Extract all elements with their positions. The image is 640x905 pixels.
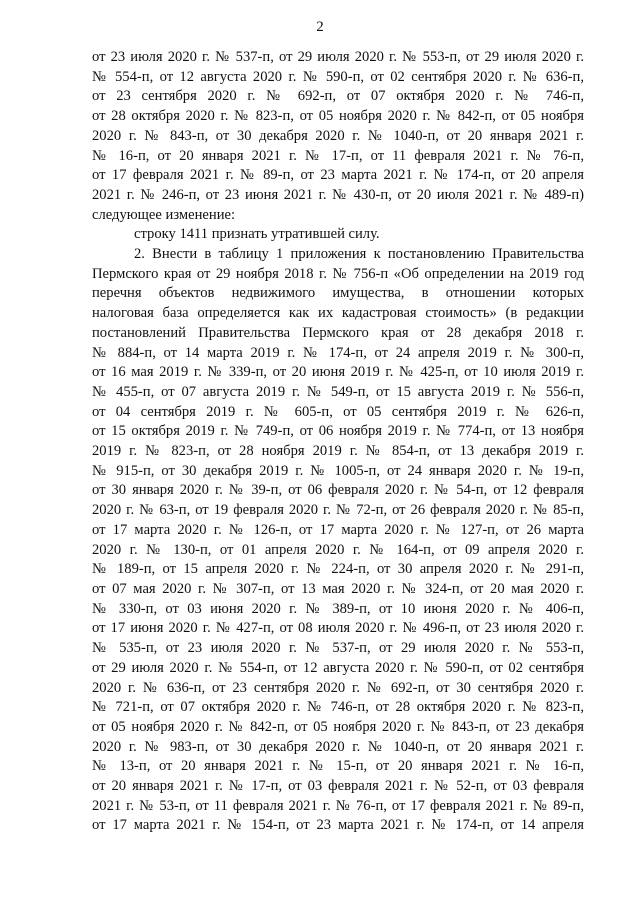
text-line: перечня объектов недвижимого имущества, в отношении которых (92, 285, 584, 302)
text-line: от 29 июля 2020 г. № 554-п, от 12 августа 2020 г. № 590-п, от 02 сентября (92, 659, 584, 676)
text-line: № 535-п, от 23 июля 2020 г. № 537-п, от 29 июля 2020 г. № 553-п, (92, 640, 584, 657)
text-line: № 884-п, от 14 марта 2019 г. № 174-п, от 24 апреля 2019 г. № 300-п, (92, 344, 584, 361)
text-line: № 330-п, от 03 июня 2020 г. № 389-п, от 10 июня 2020 г. № 406-п, (92, 600, 584, 617)
text-line: строку 1411 признать утратившей силу. (134, 226, 380, 243)
text-line: от 04 сентября 2019 г. № 605-п, от 05 сентября 2019 г. № 626-п, (92, 403, 584, 420)
text-line: от 23 июля 2020 г. № 537-п, от 29 июля 2020 г. № 553-п, от 29 июля 2020 г. (92, 49, 584, 65)
text-line: Пермского края от 29 ноября 2018 г. № 756-п «Об определении на 2019 год (92, 265, 584, 282)
text-line: № 13-п, от 20 января 2021 г. № 15-п, от 20 января 2021 г. № 16-п, (92, 758, 584, 775)
text-line: от 05 ноября 2020 г. № 842-п, от 05 ноября 2020 г. № 843-п, от 23 декабря (92, 718, 584, 735)
text-line: 2019 г. № 823-п, от 28 ноября 2019 г. № 854-п, от 13 декабря 2019 г. (92, 443, 584, 460)
text-line: постановлений Правительства Пермского края от 28 декабря 2018 г. (92, 324, 584, 341)
text-line: 2021 г. № 53-п, от 11 февраля 2021 г. № 76-п, от 17 февраля 2021 г. № 89-п, (92, 797, 584, 814)
text-line: от 28 октября 2020 г. № 823-п, от 05 ноября 2020 г. № 842-п, от 05 ноября (92, 108, 584, 125)
text-line: № 554-п, от 12 августа 2020 г. № 590-п, от 02 сентября 2020 г. № 636-п, (92, 68, 584, 85)
text-line: № 16-п, от 20 января 2021 г. № 17-п, от 11 февраля 2021 г. № 76-п, (92, 147, 584, 164)
document-body (92, 48, 584, 836)
text-line: от 17 июня 2020 г. № 427-п, от 08 июля 2020 г. № 496-п, от 23 июля 2020 г. (92, 620, 584, 637)
text-line: следующее изменение: (92, 206, 236, 223)
text-line: 2020 г. № 843-п, от 30 декабря 2020 г. № 1040-п, от 20 января 2021 г. (92, 127, 584, 144)
text-line: от 17 марта 2021 г. № 154-п, от 23 марта 2021 г. № 174-п, от 14 апреля (92, 817, 584, 834)
text-line: 2. Внести в таблицу 1 приложения к постановлению Правительства (134, 246, 584, 263)
text-line: № 915-п, от 30 декабря 2019 г. № 1005-п, от 24 января 2020 г. № 19-п, (92, 462, 584, 479)
text-line: № 189-п, от 15 апреля 2020 г. № 224-п, от 30 апреля 2020 г. № 291-п, (92, 561, 584, 578)
text-line: налоговая база определяется как их кадастровая стоимость» (в редакции (92, 305, 584, 322)
text-line: от 07 мая 2020 г. № 307-п, от 13 мая 2020 г. № 324-п, от 20 мая 2020 г. (92, 580, 584, 597)
text-line: 2020 г. № 130-п, от 01 апреля 2020 г. № 164-п, от 09 апреля 2020 г. (92, 541, 584, 558)
text-line: от 15 октября 2019 г. № 749-п, от 06 ноября 2019 г. № 774-п, от 13 ноября (92, 423, 584, 440)
page-number: 2 (316, 19, 324, 35)
text-line: от 17 февраля 2021 г. № 89-п, от 23 марта 2021 г. № 174-п, от 20 апреля (92, 167, 584, 184)
text-line: от 30 января 2020 г. № 39-п, от 06 февраля 2020 г. № 54-п, от 12 февраля (92, 482, 584, 499)
text-line: 2021 г. № 246-п, от 23 июня 2021 г. № 430-п, от 20 июля 2021 г. № 489-п) (92, 186, 584, 203)
text-line: 2020 г. № 983-п, от 30 декабря 2020 г. № 1040-п, от 20 января 2021 г. (92, 738, 584, 755)
text-line: № 721-п, от 07 октября 2020 г. № 746-п, от 28 октября 2020 г. № 823-п, (92, 699, 584, 716)
text-line: 2020 г. № 63-п, от 19 февраля 2020 г. № 72-п, от 26 февраля 2020 г. № 85-п, (92, 502, 584, 519)
text-line: от 17 марта 2020 г. № 126-п, от 17 марта 2020 г. № 127-п, от 26 марта (92, 521, 584, 538)
text-line: 2020 г. № 636-п, от 23 сентября 2020 г. № 692-п, от 30 сентября 2020 г. (92, 679, 584, 696)
text-line: № 455-п, от 07 августа 2019 г. № 549-п, от 15 августа 2019 г. № 556-п, (92, 383, 584, 400)
text-line: от 20 января 2021 г. № 17-п, от 03 февраля 2021 г. № 52-п, от 03 февраля (92, 778, 584, 795)
text-line: от 23 сентября 2020 г. № 692-п, от 07 октября 2020 г. № 746-п, (92, 88, 584, 105)
text-line: от 16 мая 2019 г. № 339-п, от 20 июня 2019 г. № 425-п, от 10 июля 2019 г. (92, 364, 584, 381)
